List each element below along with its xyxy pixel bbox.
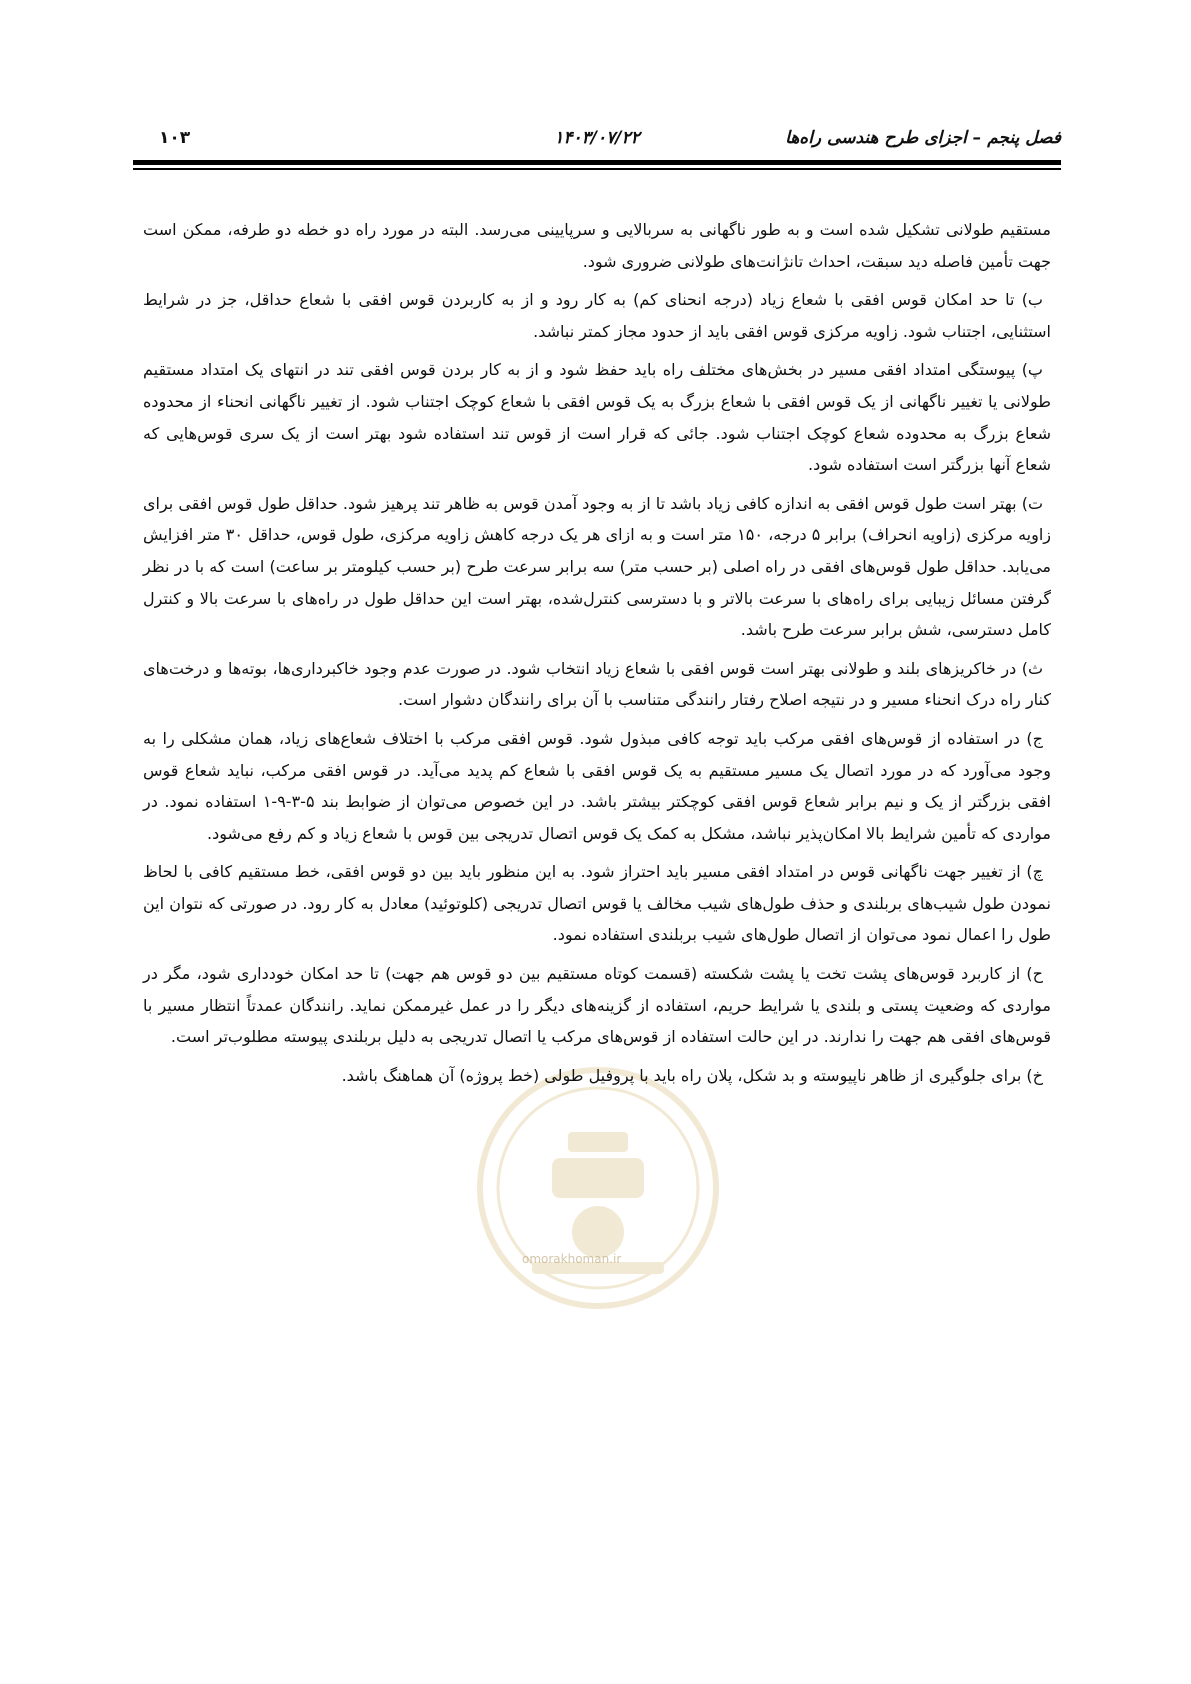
paragraph-item-t: ت) بهتر است طول قوس افقی به اندازه کافی زیاد باشد تا از به وجود آمدن قوس به ظاهر تند پرهیز شود. حداقل طول قوس افقی برای زاویه مرکزی (زاویه انحراف) برابر ۵ درجه، ۱۵۰ متر است و به ازای هر یک درجه کاهش زاویه مرکزی، طول قوس، حداقل ۳۰ متر افزایش می‌یابد. حداقل طول قوس‌های افقی در راه اصلی (بر حسب متر) سه برابر سرعت طرح (بر حسب کیلومتر بر ساعت) است که با در نظر گرفتن مسائل زیبایی برای راه‌های با سرعت بالاتر و با دسترسی کنترل‌شده، بهتر است این حداقل طول در راه‌های با سرعت بالا و کنترل کامل دسترسی، شش برابر سرعت طرح باشد. xyxy=(143,493,1052,640)
header-rule-thin xyxy=(133,168,1061,170)
header-rule-thick xyxy=(133,160,1061,165)
paragraph-item-p: پ) پیوستگی امتداد افقی مسیر در بخش‌های مختلف راه باید حفظ شود و از به کار بردن قوس افقی تند در انتهای یک امتداد مستقیم طولانی یا تغییر ناگهانی از یک قوس افقی با شعاع بزرگ به یک قوس افقی با شعاع کوچک اجتناب شود. از تغییر ناگهانی انحناء از محدوده شعاع بزرگ به محدوده شعاع کوچک اجتناب شود. جائی که قرار است از قوس تند استفاده شود بهتر است از یک سری قوس‌هایی که شعاع آنها بزرگتر است استفاده شود. xyxy=(143,360,1051,475)
page-header xyxy=(133,128,1061,156)
page-number: ۱۰۳ xyxy=(159,128,191,148)
watermark-url: omorakhoman.ir xyxy=(522,1252,622,1266)
paragraph-item-j: ج) در استفاده از قوس‌های افقی مرکب باید توجه کافی مبذول شود. قوس افقی مرکب با اختلاف شعاع‌های زیاد، همان مشکلی را به وجود می‌آورد که در مورد اتصال یک مسیر مستقیم به یک قوس افقی با شعاع کم پدید می‌آید. در قوس افقی مرکب، نباید شعاع قوس افقی بزرگتر از یک و نیم برابر شعاع قوس افقی کوچکتر بیشتر باشد. در این خصوص می‌توان از ضوابط بند ۵-۳-۹-۱ استفاده نمود. در مواردی که تأمین شرایط بالا امکان‌پذیر نباشد، مشکل به کمک یک قوس اتصال تدریجی بین قوس با شعاع زیاد و کم رفع می‌شود. xyxy=(143,728,1051,843)
watermark-seal xyxy=(472,1062,724,1314)
paragraph-item-kh: خ) برای جلوگیری از ظاهر ناپیوسته و بد شکل، پلان راه باید با پروفیل طولی (خط پروژه) آن هماهنگ باشد. xyxy=(341,1065,1043,1085)
paragraph-item-b: ب) تا حد امکان قوس افقی با شعاع زیاد (درجه انحنای کم) به کار رود و از به کاربردن قوس افقی با شعاع حداقل، جز در شرایط استثنایی، اجتناب شود. زاویه مرکزی قوس افقی باید از حدود مجاز کمتر نباشد. xyxy=(143,290,1051,341)
body-text xyxy=(143,214,1051,1098)
paragraph-item-ch: چ) از تغییر جهت ناگهانی قوس در امتداد افقی مسیر باید احتراز شود. به این منظور باید بین دو قوس افقی، خط مستقیم کافی با لحاظ نمودن طول شیب‌های بربلندی و حذف طول‌های شیب مخالف یا قوس اتصال تدریجی (کلوتوئید) معادل به کار رود. در صورتی که نتوان این طول را اعمال نمود می‌توان از اتصال طول‌های شیب بربلندی استفاده نمود. xyxy=(143,862,1051,945)
paragraph-continued: مستقیم طولانی تشکیل شده است و به طور ناگهانی به سربالایی و سرپایینی می‌رسد. البته در مورد راه دو خطه دو طرفه، ممکن است جهت تأمین فاصله دید سبقت، احداث تانژانت‌های طولانی ضروری شود. xyxy=(143,220,1051,271)
header-date: ۱۴۰۳/۰۷/۲۲ xyxy=(554,128,640,148)
paragraph-item-h: ح) از کاربرد قوس‌های پشت تخت یا پشت شکسته (قسمت کوتاه مستقیم بین دو قوس هم جهت) تا حد امکان خودداری شود، مگر در مواردی که وضعیت پستی و بلندی یا شرایط حریم، استفاده از گزینه‌های دیگر را در عمل غیرممکن نماید. رانندگان عمدتاً انتظار مسیر با قوس‌های افقی هم جهت را ندارند. در این حالت استفاده از قوس‌های مرکب یا اتصال تدریجی به دلیل بربلندی پیوسته مطلوب‌تر است. xyxy=(143,964,1051,1047)
chapter-title: فصل پنجم – اجزای طرح هندسی راه‌ها xyxy=(785,128,1061,148)
paragraph-item-s: ث) در خاکریزهای بلند و طولانی بهتر است قوس افقی با شعاع زیاد انتخاب شود. در صورت عدم وجود خاکبرداری‌ها، بوته‌ها و درخت‌های کنار راه درک انحناء مسیر و در نتیجه اصلاح رفتار رانندگی متناسب با آن برای رانندگان دشوار است. xyxy=(143,658,1051,710)
